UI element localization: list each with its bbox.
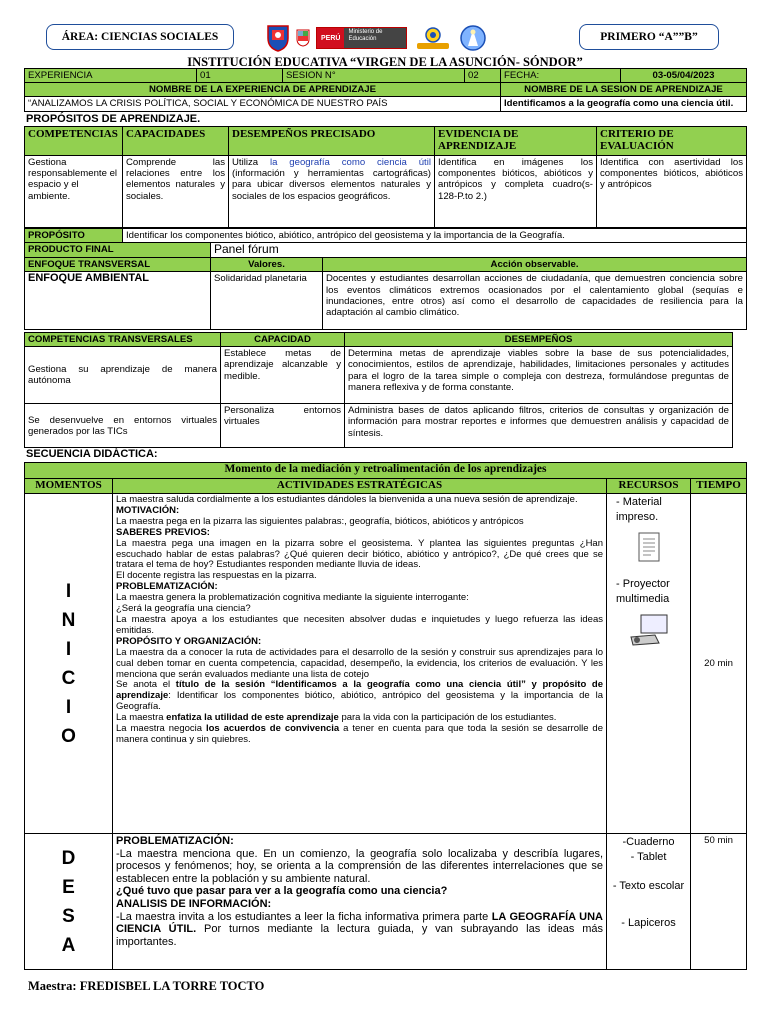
- shield-icon: [266, 24, 290, 52]
- tiempo-desarrollo: 50 min: [691, 834, 747, 970]
- proposito-text: La maestra da a conocer la ruta de actividades para el desarrollo de la sesión y construir sus aprendizajes para lo cual deben tomar en cuenta competencia, capacidad, desempeño, la evidencia, los criterios de evaluación. Y les menciona que serán evaluados mediante una lista de cotejo: [116, 646, 603, 680]
- area-label: ÁREA: CIENCIAS SOCIALES: [46, 24, 234, 50]
- col-evidencia: EVIDENCIA DE APRENDIZAJE: [435, 127, 597, 156]
- saludo: La maestra saluda cordialmente a los estudiantes dándoles la bienvenida a una nueva sesión de aprendizaje.: [116, 494, 578, 505]
- secuencia-heading: SECUENCIA DIDÁCTICA:: [26, 448, 158, 460]
- problematizacion-text: La maestra genera la problematización cognitiva mediante la siguiente interrogante:: [116, 592, 469, 604]
- tiempo-inicio: 20 min: [691, 494, 747, 834]
- col-actividades: ACTIVIDADES ESTRATÉGICAS: [113, 479, 607, 494]
- peru-label: PERÚ: [317, 28, 344, 48]
- recurso-item: - Lapiceros: [621, 917, 676, 929]
- actividades-desarrollo: [113, 834, 607, 970]
- propositos-heading: PROPÓSITOS DE APRENDIZAJE.: [26, 113, 201, 125]
- ses-name-label: NOMBRE DE LA SESION DE APRENDIZAJE: [501, 83, 747, 97]
- sesion-label: SESION N°: [283, 69, 465, 83]
- producto-label: PRODUCTO FINAL: [25, 243, 211, 258]
- virgin-logo-icon: [459, 24, 487, 52]
- col-capacidad: CAPACIDAD: [221, 333, 345, 347]
- problematizacion-title: PROBLEMATIZACIÓN:: [116, 835, 234, 847]
- actividades-inicio: [113, 494, 607, 834]
- titulo-text: Se anota el título de la sesión “Identificamos a la geografía como una ciencia útil” y propósito de aprendizaje: Identificar los componentes biótico, abiótico, antrópico del geosistema y la importancia de la Geografía.: [116, 679, 603, 713]
- evidencia-text: Identifica en imágenes los componentes bióticos, abióticos y antrópicos y completa cuadro(s-128-P.to 2.): [435, 156, 597, 228]
- recurso-item: -Cuaderno: [622, 836, 675, 848]
- teacher-name: Maestra: FREDISBEL LA TORRE TOCTO: [28, 979, 265, 993]
- jec-logo-icon: [413, 25, 453, 51]
- fecha-label: FECHA:: [501, 69, 621, 83]
- transversales-table: [24, 332, 733, 448]
- valores-label: Valores.: [211, 258, 323, 272]
- pregunta-text: ¿Será la geografía una ciencia?: [116, 603, 251, 615]
- peru-crest-icon: [296, 29, 310, 47]
- secuencia-table: [24, 462, 747, 970]
- proposito-text: Identificar los componentes biótico, abiótico, antrópico del geosistema y la importancia de la Geografía.: [123, 229, 747, 243]
- proposito-label: PROPÓSITO: [25, 229, 123, 243]
- valor-text: Solidaridad planetaria: [211, 272, 323, 330]
- momento-desarrollo: D E S A: [25, 834, 113, 970]
- enfoque-name: ENFOQUE AMBIENTAL: [25, 272, 211, 330]
- apoyo-text: La maestra apoya a los estudiantes que necesiten absolver dudas e inquietudes y luego refuerza las ideas emitidas.: [116, 613, 603, 636]
- col-competencias: COMPETENCIAS: [25, 127, 123, 156]
- propositos-table: [24, 126, 747, 228]
- experiencia-label: EXPERIENCIA: [25, 69, 197, 83]
- desempeno-highlight: la geografía como ciencia útil: [269, 157, 431, 168]
- recursos-inicio: [607, 494, 691, 834]
- projector-icon: [627, 613, 671, 647]
- recurso-item: - Material impreso.: [616, 496, 662, 523]
- proposito-title: PROPÓSITO Y ORGANIZACIÓN:: [116, 635, 262, 647]
- transversal-capacidad: Establece metas de aprendizaje alcanzable y medible.: [221, 347, 345, 404]
- institution-title: INSTITUCIÓN EDUCATIVA “VIRGEN DE LA ASUNCIÓN- SÓNDOR”: [187, 55, 583, 69]
- saberes-title: SABERES PREVIOS:: [116, 526, 210, 538]
- problematizacion-text: -La maestra menciona que. En un comienzo, la geografía solo localizaba y describía lugares, procesos y fenómenos; hoy, se orienta a la comprensión de las diferentes interrelaciones que se establecen entre la población y su ambiente natural.: [116, 847, 603, 885]
- recurso-item: - Tablet: [630, 851, 667, 863]
- col-criterio: CRITERIO DE EVALUACIÓN: [597, 127, 747, 156]
- transversal-competencia: Se desenvuelve en entornos virtuales generados por las TICs: [25, 404, 221, 448]
- enfoque-label: ENFOQUE TRANSVERSAL: [25, 258, 211, 272]
- exp-name-label: NOMBRE DE LA EXPERIENCIA DE APRENDIZAJE: [25, 83, 501, 97]
- header: [0, 24, 768, 56]
- desempeno-text: Utiliza la geografía como ciencia útil (información y herramientas cartográficas) para ubicar diversos elementos naturales y sociales de los espacios geográficos.: [229, 156, 435, 228]
- recurso-item: - Proyector multimedia: [616, 578, 670, 605]
- transversal-capacidad: Personaliza entornos virtuales: [221, 404, 345, 448]
- session-info-table: [24, 68, 747, 112]
- analisis-text: -La maestra invita a los estudiantes a leer la ficha informativa primera parte LA GEOGRAFÍA UNA CIENCIA ÚTIL. Por turnos mediante la lectura guiada, y van subrayando las ideas más importantes.: [116, 910, 603, 948]
- col-desempenos-t: DESEMPEÑOS: [345, 333, 733, 347]
- criterio-text: Identifica con asertividad los componentes bióticos, abióticos y antrópicos: [597, 156, 747, 228]
- experiencia-value: 01: [197, 69, 283, 83]
- motivacion-title: MOTIVACIÓN:: [116, 504, 180, 516]
- document-icon: [636, 531, 662, 563]
- accion-text: Docentes y estudiantes desarrollan acciones de ciudadanía, que demuestren conciencia sobre los eventos climáticos extremos ocasionados por el calentamiento global (sequías e inundaciones, entre otros) así como el desarrollo de capacidades de resiliencia para la adaptación al cambio climático.: [323, 272, 747, 330]
- col-momentos: MOMENTOS: [25, 479, 113, 494]
- registro-text: El docente registra las respuestas en la pizarra.: [116, 570, 317, 582]
- col-capacidades: CAPACIDADES: [123, 127, 229, 156]
- fecha-value: 03-05/04/2023: [621, 69, 747, 83]
- pregunta-text: ¿Qué tuvo que pasar para ver a la geografía como una ciencia?: [116, 885, 448, 898]
- col-recursos: RECURSOS: [607, 479, 691, 494]
- transversal-desempeno: Determina metas de aprendizaje viables sobre la base de sus potencialidades, conocimientos, estilos de aprendizaje, habilidades, limitaciones personales y actitudes para el logro de la tarea simple o compleja con destreza, formulándose preguntas de manera reflexiva y de forma constante.: [345, 347, 733, 404]
- capacidad-text: Comprende las relaciones entre los elementos naturales y sociales.: [123, 156, 229, 228]
- col-comp-transversales: COMPETENCIAS TRANSVERSALES: [25, 333, 221, 347]
- recurso-item: - Texto escolar: [612, 880, 685, 892]
- accion-label: Acción observable.: [323, 258, 747, 272]
- ministerio-label: Ministerio de Educación: [344, 28, 406, 48]
- proposito-table: [24, 228, 747, 330]
- col-desempenos: DESEMPEÑOS PRECISADO: [229, 127, 435, 156]
- transversal-desempeno: Administra bases de datos aplicando filtros, criterios de consultas y organización de información para mostrar reportes e informes que demuestren análisis y capacidad de síntesis.: [345, 404, 733, 448]
- analisis-title: ANALISIS DE INFORMACIÓN:: [116, 897, 272, 910]
- motivacion-text: La maestra pega en la pizarra las siguientes palabras:, geografía, bióticos, abióticos y antrópicos: [116, 515, 524, 527]
- col-tiempo: TIEMPO: [691, 479, 747, 494]
- producto-text: Panel fórum: [211, 243, 747, 258]
- acuerdos-text: La maestra negocia los acuerdos de convivencia a tener en cuenta para que toda la sesión se desarrolle de manera continua y sin quiebres.: [116, 723, 603, 745]
- saberes-text: La maestra pega una imagen en la pizarra sobre el geosistema. Y plantea las siguientes preguntas ¿Han escuchado hablar de estas palabras? ¿Qué quieren decir biótico, abiótico y antrópico?, ¿De qué crees que se tratara el tema de hoy? Estudiantes responden mediante lluvia de ideas.: [116, 537, 603, 571]
- grade-label: PRIMERO “A””B”: [579, 24, 719, 50]
- enfatiza-text: La maestra enfatiza la utilidad de este aprendizaje para la vida con la participación de los estudiantes.: [116, 712, 557, 724]
- exp-name: “ANALIZAMOS LA CRISIS POLÍTICA, SOCIAL Y ECONÓMICA DE NUESTRO PAÍS: [25, 97, 501, 111]
- ses-name: Identificamos a la geografía como una ciencia útil.: [501, 97, 747, 111]
- recursos-desarrollo: [607, 834, 691, 970]
- sesion-value: 02: [465, 69, 501, 83]
- secuencia-title: Momento de la mediación y retroalimentación de los aprendizajes: [25, 463, 747, 479]
- transversal-competencia: Gestiona su aprendizaje de manera autónoma: [25, 347, 221, 404]
- problematizacion-title: PROBLEMATIZACIÓN:: [116, 581, 218, 593]
- momento-inicio: I N I C I O: [25, 494, 113, 834]
- logos: [266, 24, 487, 52]
- minedu-logo: [316, 27, 407, 49]
- competencia-text: Gestiona responsablemente el espacio y el ambiente.: [25, 156, 123, 228]
